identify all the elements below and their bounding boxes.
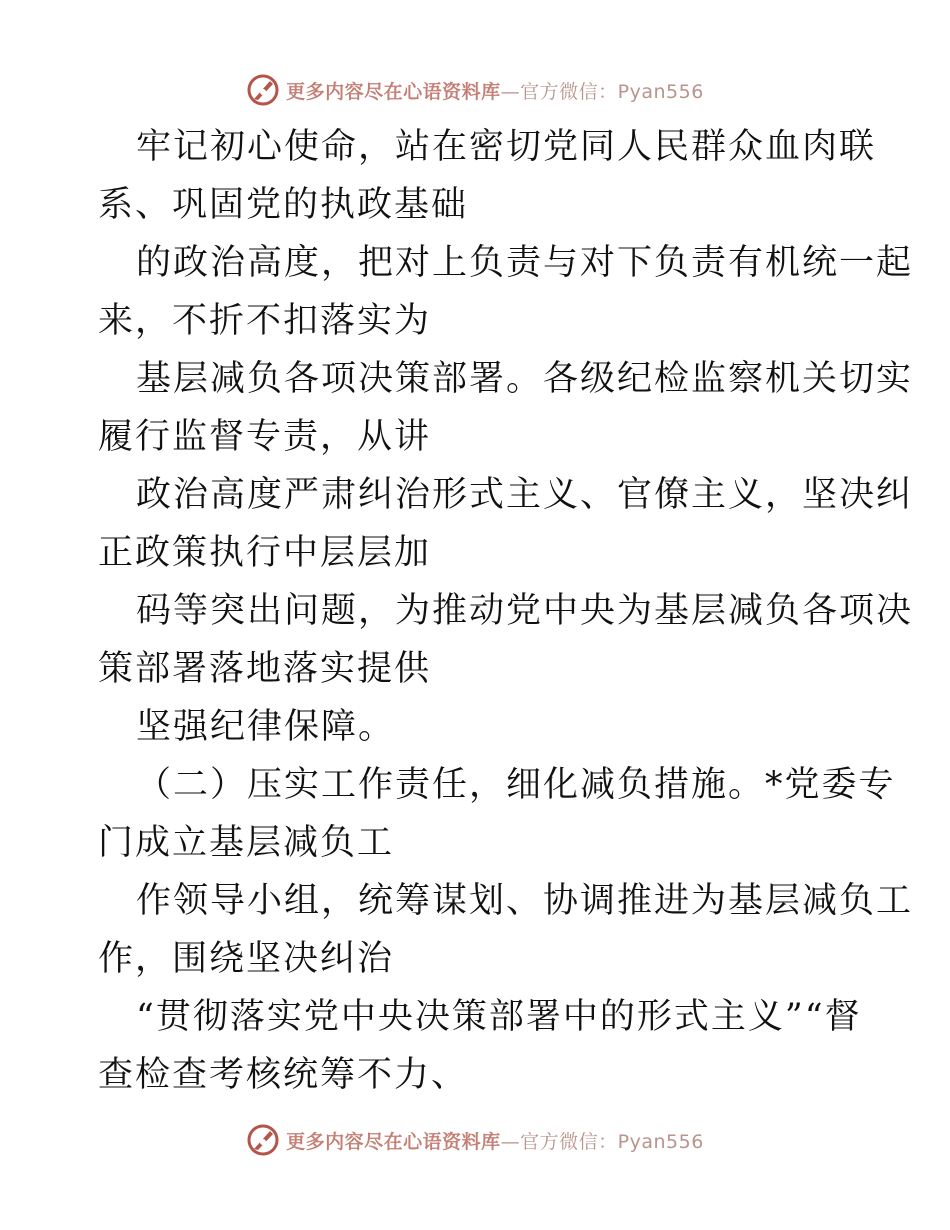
- footer-banner-main: 更多内容尽在心语资料库: [286, 1130, 501, 1153]
- body-line-8: 正政策执行中层层加: [98, 533, 432, 573]
- quill-circle-logo-icon: [246, 1123, 280, 1157]
- footer-banner-text: [286, 1127, 704, 1154]
- body-line-2: 系、巩固党的执政基础: [98, 185, 469, 225]
- body-line-16: “贯彻落实党中央决策部署中的形式主义”“督: [136, 997, 862, 1037]
- header-banner-dash: —: [500, 80, 521, 103]
- body-line-5: 基层减负各项决策部署。各级纪检监察机关切实: [136, 359, 914, 399]
- body-line-15: 作，围绕坚决纠治: [98, 939, 395, 979]
- header-banner-wechat: 官方微信：Pyan556: [520, 80, 704, 103]
- header-banner-text: [286, 77, 704, 104]
- body-line-7: 政治高度严肃纠治形式主义、官僚主义，坚决纠: [136, 475, 914, 515]
- body-line-17: 查检查考核统筹不力、: [98, 1055, 469, 1095]
- footer-banner-dash: —: [500, 1130, 521, 1153]
- body-line-3: 的政治高度，把对上负责与对下负责有机统一起: [136, 243, 914, 283]
- footer-banner: [0, 1120, 950, 1160]
- body-line-13: 门成立基层减负工: [98, 823, 395, 863]
- body-line-10: 策部署落地落实提供: [98, 649, 432, 689]
- body-line-14: 作领导小组，统筹谋划、协调推进为基层减负工: [136, 881, 914, 921]
- header-banner-main: 更多内容尽在心语资料库: [286, 80, 501, 103]
- body-line-1: 牢记初心使命，站在密切党同人民群众血肉联: [136, 127, 877, 167]
- footer-banner-wechat: 官方微信：Pyan556: [520, 1130, 704, 1153]
- body-line-12: （二）压实工作责任，细化减负措施。*党委专: [136, 765, 896, 805]
- quill-circle-logo-icon: [246, 73, 280, 107]
- document-body: [98, 118, 914, 1104]
- body-line-9: 码等突出问题，为推动党中央为基层减负各项决: [136, 591, 914, 631]
- body-line-11: 坚强纪律保障。: [136, 707, 396, 747]
- body-line-6: 履行监督专责，从讲: [98, 417, 432, 457]
- body-line-4: 来，不折不扣落实为: [98, 301, 432, 341]
- header-banner: [0, 70, 950, 110]
